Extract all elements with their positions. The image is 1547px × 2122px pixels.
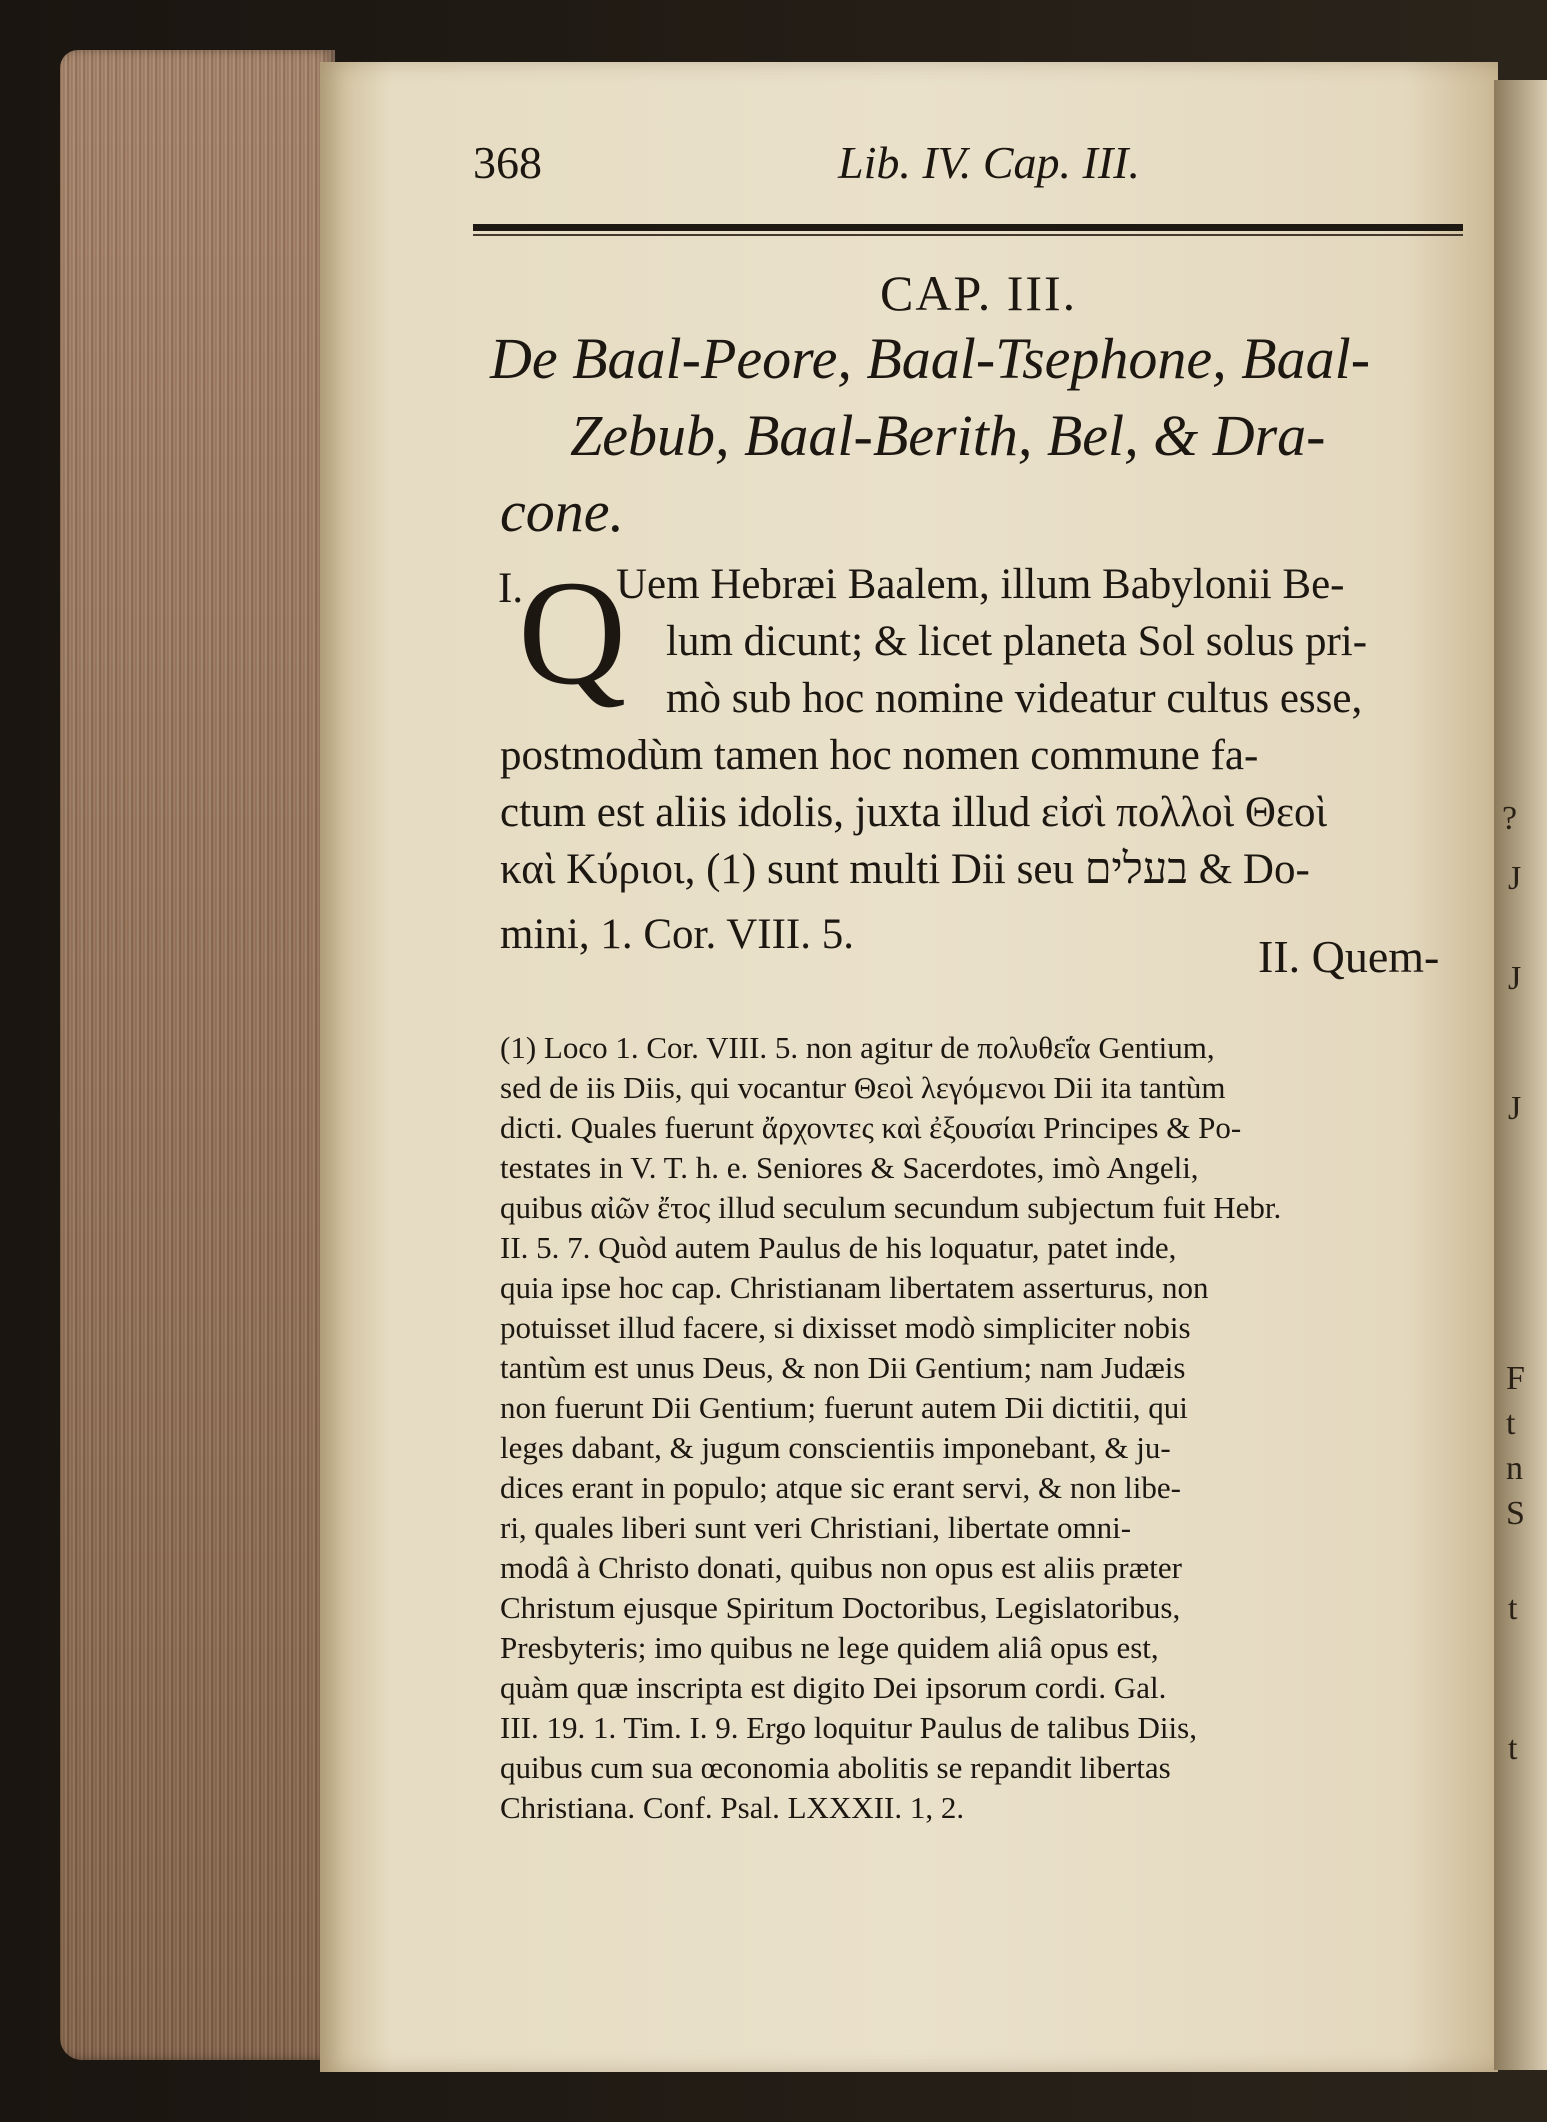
facing-page-glyph: J [1508, 860, 1522, 897]
footnote-line: non fuerunt Dii Gentium; fuerunt autem Dii dictitii, qui [500, 1390, 1188, 1425]
body-line: καὶ Κύριοι, (1) sunt multi Dii seu בעלים & Do- [500, 846, 1310, 893]
facing-page-glyph: t [1508, 1590, 1518, 1627]
footnote-line: quia ipse hoc cap. Christianam libertatem asserturus, non [500, 1270, 1209, 1305]
facing-page-glyph: t [1506, 1405, 1516, 1442]
footnote-line: tantùm est unus Deus, & non Dii Gentium; nam Judæis [500, 1350, 1186, 1385]
chapter-title-line: cone. [500, 479, 624, 544]
chapter-label: CAP. III. [880, 265, 1078, 321]
footnote-line: dicti. Quales fuerunt ἄρχοντες καὶ ἐξουσίαι Principes & Po- [500, 1110, 1242, 1145]
facing-page-glyph: n [1506, 1450, 1523, 1487]
footnote-line: quibus αἰῶν ἔτος illud seculum secundum subjectum fuit Hebr. [500, 1190, 1282, 1225]
body-line: lum dicunt; & licet planeta Sol solus pri- [666, 618, 1368, 665]
running-head: Lib. IV. Cap. III. [838, 137, 1140, 188]
footnote-line: quibus cum sua œconomia abolitis se repandit libertas [500, 1750, 1171, 1785]
facing-page-glyph: F [1506, 1360, 1525, 1397]
footnote-line: leges dabant, & jugum conscientiis imponebant, & ju- [500, 1430, 1171, 1465]
footnote-line: quàm quæ inscripta est digito Dei ipsorum cordi. Gal. [500, 1670, 1167, 1705]
book-page-edges [60, 50, 335, 2060]
body-line: postmodùm tamen hoc nomen commune fa- [500, 732, 1259, 779]
catchword: II. Quem- [1258, 931, 1440, 982]
footnote-line: III. 19. 1. Tim. I. 9. Ergo loquitur Paulus de talibus Diis, [500, 1710, 1197, 1745]
footnote-line: testates in V. T. h. e. Seniores & Sacerdotes, imò Angeli, [500, 1150, 1199, 1185]
footnote-line: ri, quales liberi sunt veri Christiani, libertate omni- [500, 1510, 1132, 1545]
header-rule [473, 224, 1463, 231]
facing-page-glyph: ? [1502, 800, 1518, 837]
section-number: I. [498, 565, 524, 612]
footnote-line: sed de iis Diis, qui vocantur Θεοὶ λεγόμενοι Dii ita tantùm [500, 1070, 1226, 1105]
footnote-line: Christum ejusque Spiritum Doctoribus, Legislatoribus, [500, 1590, 1181, 1625]
footnote-line: Christiana. Conf. Psal. LXXXII. 1, 2. [500, 1790, 965, 1825]
page-number: 368 [473, 137, 542, 188]
facing-page-glyph: t [1508, 1730, 1518, 1767]
chapter-title-line: De Baal-Peore, Baal-Tsephone, Baal- [490, 326, 1371, 391]
facing-page-edge [1494, 80, 1547, 2070]
footnote-line: II. 5. 7. Quòd autem Paulus de his loquatur, patet inde, [500, 1230, 1177, 1265]
body-line: mini, 1. Cor. VIII. 5. [500, 911, 854, 958]
footnote-line: potuisset illud facere, si dixisset modò simpliciter nobis [500, 1310, 1191, 1345]
facing-page-glyph: J [1508, 960, 1522, 997]
facing-page-glyph: S [1506, 1495, 1525, 1532]
header-rule-thin [473, 234, 1463, 236]
drop-initial: Q [518, 550, 627, 716]
body-line: ctum est aliis idolis, juxta illud εἰσὶ πολλοὶ Θεοὶ [500, 789, 1328, 836]
page-header [473, 136, 1463, 196]
body-line: Uem Hebræi Baalem, illum Babylonii Be- [616, 561, 1345, 608]
footnote-line: dices erant in populo; atque sic erant servi, & non libe- [500, 1470, 1181, 1505]
footnote-line: (1) Loco 1. Cor. VIII. 5. non agitur de πολυθεΐα Gentium, [500, 1030, 1215, 1065]
body-line: mò sub hoc nomine videatur cultus esse, [666, 675, 1363, 722]
chapter-title-line: Zebub, Baal-Berith, Bel, & Dra- [570, 403, 1326, 468]
footnote-line: Presbyteris; imo quibus ne lege quidem aliâ opus est, [500, 1630, 1159, 1665]
facing-page-glyph: J [1508, 1090, 1522, 1127]
footnote-line: modâ à Christo donati, quibus non opus est aliis præter [500, 1550, 1182, 1585]
